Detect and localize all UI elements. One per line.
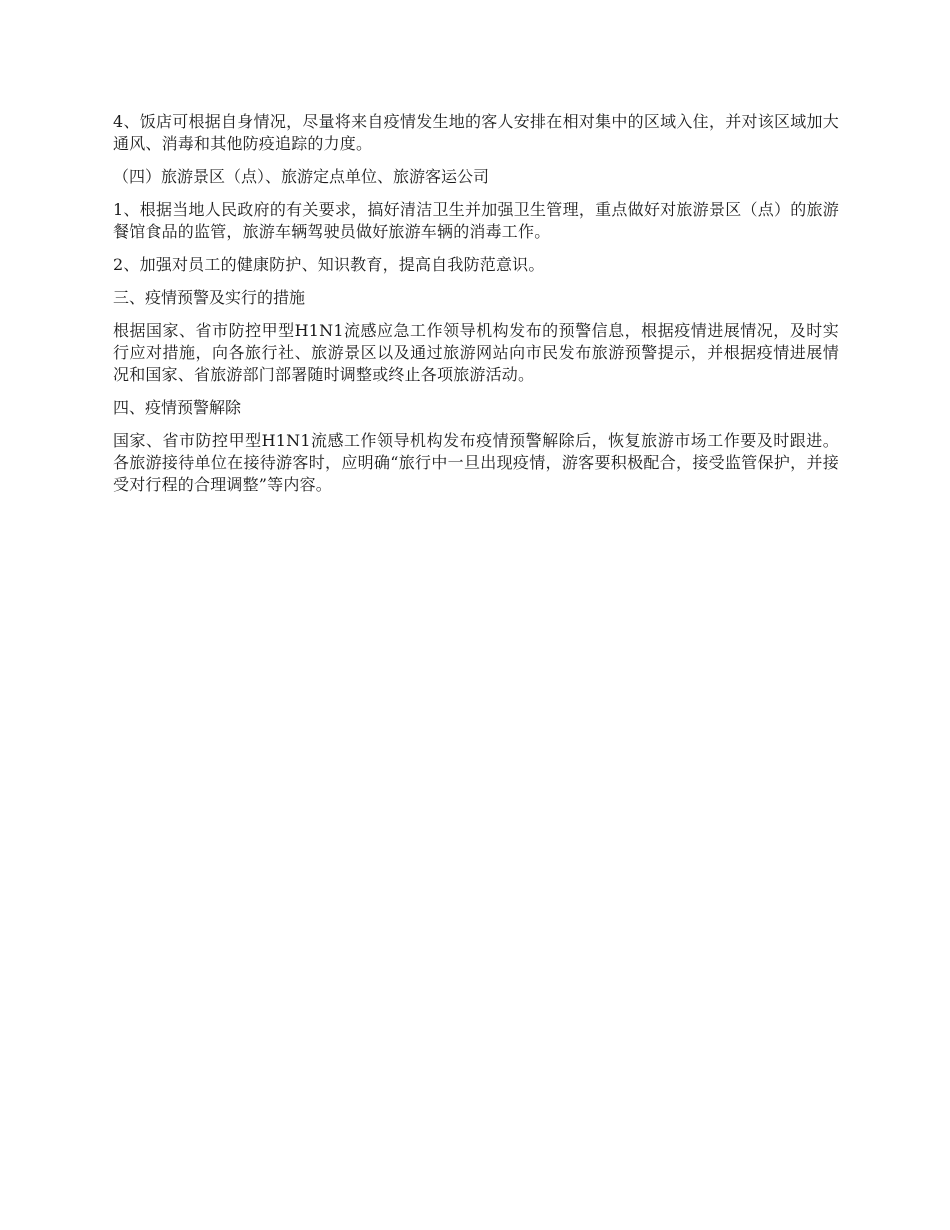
paragraph-scenic-hygiene: 1、根据当地人民政府的有关要求，搞好清洁卫生并加强卫生管理，重点做好对旅游景区（点）的旅游餐馆食品的监管，旅游车辆驾驶员做好旅游车辆的消毒工作。 [113, 200, 839, 241]
paragraph-hotel-guest-arrangement: 4、饭店可根据自身情况，尽量将来自疫情发生地的客人安排在相对集中的区域入住，并对该区域加大通风、消毒和其他防疫追踪的力度。 [113, 112, 839, 153]
paragraph-warning-measures: 根据国家、省市防控甲型H1N1流感应急工作领导机构发布的预警信息，根据疫情进展情况，及时实行应对措施，向各旅行社、旅游景区以及通过旅游网站向市民发布旅游预警提示，并根据疫情进展情况和国家、省旅游部门部署随时调整或终止各项旅游活动。 [113, 321, 839, 384]
paragraph-warning-lifted: 国家、省市防控甲型H1N1流感工作领导机构发布疫情预警解除后，恢复旅游市场工作要及时跟进。各旅游接待单位在接待游客时，应明确“旅行中一旦出现疫情，游客要积极配合，接受监管保护，并接受对行程的合理调整”等内容。 [113, 431, 839, 494]
section-heading-warning-lifted: 四、疫情预警解除 [113, 398, 242, 417]
section-heading-warning-measures: 三、疫情预警及实行的措施 [113, 288, 306, 307]
paragraph-staff-protection: 2、加强对员工的健康防护、知识教育，提高自我防范意识。 [113, 255, 545, 274]
document-body [113, 111, 839, 507]
section-heading-scenic-areas: （四）旅游景区（点）、旅游定点单位、旅游客运公司 [113, 167, 490, 186]
